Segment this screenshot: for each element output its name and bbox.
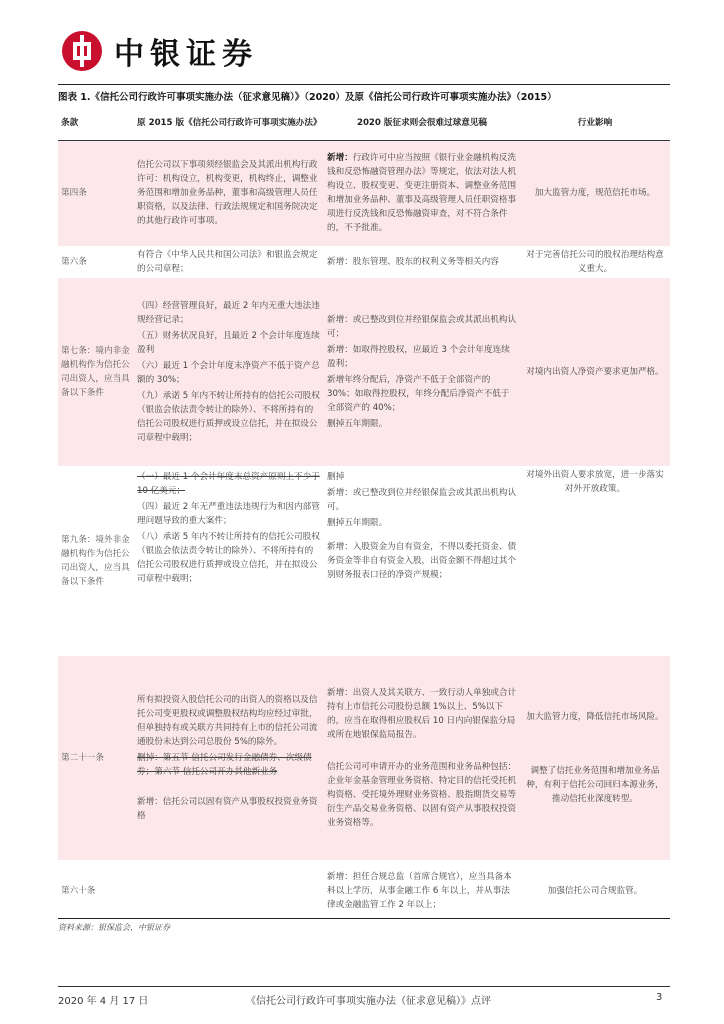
section-cell: 第四条 (58, 140, 134, 246)
impact-cell: 对境内出资人净资产要求更加严格。 (520, 278, 670, 466)
old-item: （九）承诺 5 年内不转让所持有的信托公司股权（银监会依法责令转让的除外）、不将所持有的信托公司股权进行质押或设立信托，并在拟设公司章程中载明； (137, 391, 320, 443)
new-cell: 新增：股东管理、股东的权利义务等相关内容 (327, 257, 499, 267)
old-item: （四）最近 2 年无严重违法违规行为和因内部管理问题导致的重大案件； (137, 502, 320, 526)
impact-cell: 对于完善信托公司的股权治理结构意义重大。 (526, 250, 664, 274)
footer-doc-title: 《信托公司行政许可事项实施办法（征求意见稿）》点评 (246, 996, 491, 1007)
new-item: 新增：出资人及其关联方、一致行动人单独或合计持有上市信托公司股份总额 1%以上、5%以下的，应当在取得相应股权后 10 日内向银保监分局或所在地银保监局报告。 (327, 688, 517, 740)
old-cell (134, 656, 324, 860)
new-item: 新增：或已整改到位并经银保监会或其派出机构认可； (327, 315, 517, 339)
table-row (58, 656, 670, 860)
new-cell (324, 656, 520, 860)
table-row (58, 278, 670, 466)
header-old: 原 2015 版《信托公司行政许可事项实施办法》 (134, 106, 324, 140)
impact-cell: 加大监管力度，规范信托市场。 (520, 140, 670, 246)
header-section: 条款 (58, 106, 134, 140)
report-header (62, 28, 258, 74)
new-cell (324, 278, 520, 466)
new-item: 删掉 (327, 472, 345, 482)
old-cell: 有符合《中华人民共和国公司法》和银监会规定的公司章程； (137, 250, 318, 274)
figure-title: 图表 1.《信托公司行政许可事项实施办法（征求意见稿）》（2020）及原《信托公司行政许可事项实施办法》（2015） (58, 92, 557, 103)
new-item: 信托公司可申请开办的业务范围和业务品种包括：企业年金基金管理业务资格、特定目的信托受托机构资格、受托境外理财业务资格、股指期货交易等衍生产品交易业务资格、以固有资产从事股权投资业务资格等。 (327, 762, 517, 828)
new-prefix: 新增： (327, 153, 353, 164)
section-cell: 第七条：境内非金融机构作为信托公司出资人，应当具备以下条件 (58, 278, 134, 466)
new-item: 删掉五年期限。 (327, 518, 388, 528)
old-cell: 信托公司以下事项须经银监会及其派出机构行政许可：机构设立，机构变更，机构终止，调整业务范围和增加业务品种，董事和高级管理人员任职资格，以及法律、行政法规规定和国务院决定的其他行政许可事项。 (134, 140, 324, 246)
impact-cell (520, 656, 670, 860)
old-item: 所有拟投资入股信托公司的出资人的资格以及信托公司变更股权或调整股权结构均应经过审批，但单独持有或关联方共同持有上市的信托公司流通股份未达到公司总股份 5%的除外。 (137, 695, 318, 747)
new-cell: 新增：担任合规总监（首席合规官），应当具备本科以上学历，从事金融工作 6 年以上，并从事法律或金融监管工作 2 年以上； (327, 872, 512, 910)
brand-name: 中银证券 (114, 37, 258, 72)
impact-item: 调整了信托业务范围和增加业务品种，有利于信托公司回归本源业务，推动信托业深度转型。 (526, 766, 664, 804)
new-cell (324, 466, 520, 656)
title-rule-top (58, 84, 670, 85)
header-new: 2020 版征求则会很难过球意见稿 (324, 106, 520, 140)
impact-item: 加大监管力度，降低信托市场风险。 (526, 712, 664, 722)
table-row (58, 860, 670, 922)
page-number: 3 (656, 992, 663, 1003)
section-cell: 第六条 (61, 257, 87, 267)
impact-cell: 对境外出资人要求放宽，进一步落实对外开放政策。 (526, 470, 664, 494)
section-cell: 第九条：境外非金融机构作为信托公司出资人，应当具备以下条件 (61, 535, 130, 587)
old-item: （四）经营管理良好，最近 2 年内无重大违法违规经营记录； (137, 301, 320, 325)
section-cell: 第六十条 (61, 886, 96, 896)
old-item: （六）最近 1 个会计年度末净资产不低于资产总额的 30%； (137, 361, 320, 385)
footer-date: 2020 年 4 月 17 日 (58, 996, 149, 1007)
footer-rule (58, 986, 670, 987)
new-item: 新增：如取得控股权，应最近 3 个会计年度连续盈利； (327, 345, 510, 369)
new-item: 删掉五年期限。 (327, 419, 388, 429)
old-cell (134, 278, 324, 466)
table-row (58, 246, 670, 278)
old-item: 新增：信托公司以固有资产从事股权投资业务资格 (137, 797, 318, 821)
old-item-deleted: （一）最近 1 个会计年度末总资产原则上不少于 10 亿美元； (137, 472, 320, 496)
source-note: 资料来源：银保监会，中银证券 (58, 923, 170, 932)
old-item-deleted: 删掉：第五节 信托公司发行金融债券、次级债券；第六节 信托公司开办其他新业务 (137, 753, 312, 777)
table-bottom-rule (58, 918, 670, 919)
old-item: （八）承诺 5 年内不转让所持有的信托公司股权（银监会依法责令转让的除外）、不将所持有的信托公司股权进行质押或设立信托，并在拟设公司章程中载明； (137, 532, 320, 584)
old-cell (134, 860, 324, 922)
new-item: 新增年终分配后，净资产不低于全部资产的 30%；如取得控股权，年终分配后净资产不低于全部资产的 40%； (327, 375, 510, 413)
old-item: （五）财务状况良好，且最近 2 个会计年度连续盈利 (137, 331, 320, 355)
header-impact: 行业影响 (520, 106, 670, 140)
old-cell (134, 466, 324, 656)
bank-logo-icon (62, 31, 102, 71)
impact-cell: 加强信托公司合规监管。 (547, 886, 643, 896)
new-item: 新增：入股资金为自有资金，不得以委托资金、债务资金等非自有资金入股，出资金额不得超过其个别财务报表口径的净资产规模； (327, 542, 517, 580)
table-row (58, 466, 670, 656)
new-item: 新增：或已整改到位并经银保监会或其派出机构认可。 (327, 488, 517, 512)
new-text: 行政许可中应当按照《银行业金融机构反洗钱和反恐怖融资管理办法》等规定，依法对法人机构设立、股权变更、变更注册资本、调整业务范围和增加业务品种、董事及高级管理人员任职资格事项进行反洗钱和反恐怖融资审查，对不符合条件的，不予批准。 (327, 153, 517, 234)
section-cell: 第二十一条 (58, 656, 134, 860)
table-row (58, 140, 670, 246)
comparison-table (58, 106, 670, 922)
new-cell (324, 140, 520, 246)
table-header-row (58, 106, 670, 140)
